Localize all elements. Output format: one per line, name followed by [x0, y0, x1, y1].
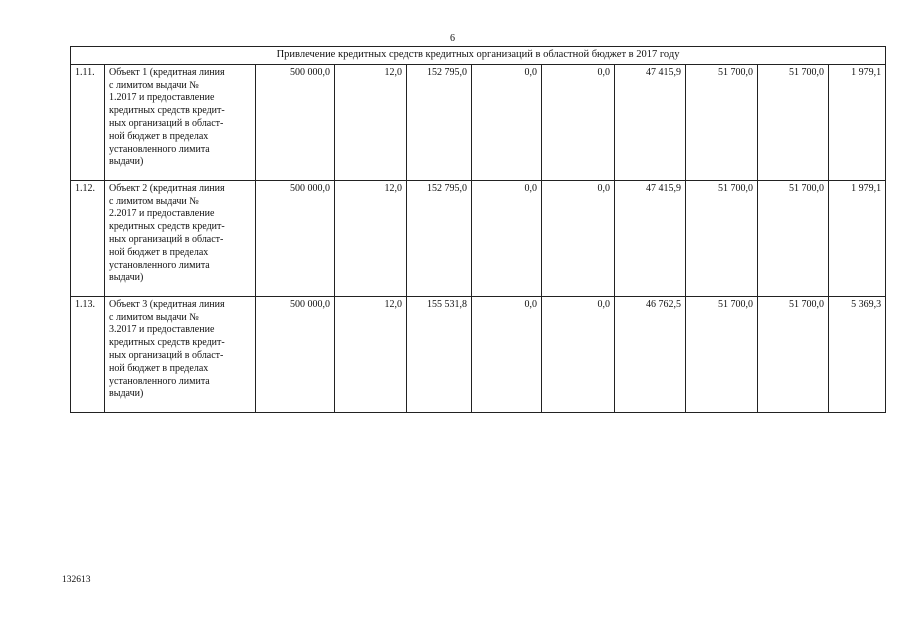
table-title-row [71, 47, 886, 65]
table-row [71, 64, 886, 180]
row-value-9: 5 369,3 [829, 296, 886, 412]
row-value-4: 0,0 [472, 296, 542, 412]
row-value-7: 51 700,0 [686, 296, 758, 412]
row-value-5: 0,0 [542, 64, 615, 180]
credit-table [70, 46, 886, 413]
document-code: 132613 [62, 575, 91, 585]
table-row [71, 180, 886, 296]
row-value-4: 0,0 [472, 180, 542, 296]
row-value-2: 12,0 [335, 64, 407, 180]
row-value-3: 155 531,8 [407, 296, 472, 412]
row-value-8: 51 700,0 [758, 180, 829, 296]
row-number: 1.13. [71, 296, 105, 412]
row-number: 1.11. [71, 64, 105, 180]
table-row [71, 296, 886, 412]
row-value-3: 152 795,0 [407, 180, 472, 296]
row-value-1: 500 000,0 [256, 296, 335, 412]
row-value-5: 0,0 [542, 296, 615, 412]
row-object-name: Объект 3 (кредитная линия с лимитом выдачи № 3.2017 и предоставление кредитных средств кредит- ных организаций в област- ной бюджет в пределах установленного лимита выдачи) [105, 296, 256, 412]
row-value-8: 51 700,0 [758, 64, 829, 180]
row-value-6: 47 415,9 [615, 64, 686, 180]
row-object-name: Объект 1 (кредитная линия с лимитом выдачи № 1.2017 и предоставление кредитных средств кредит- ных организаций в област- ной бюджет в пределах установленного лимита выдачи) [105, 64, 256, 180]
row-value-9: 1 979,1 [829, 64, 886, 180]
row-value-5: 0,0 [542, 180, 615, 296]
page-number: 6 [450, 33, 455, 44]
row-value-1: 500 000,0 [256, 180, 335, 296]
row-value-2: 12,0 [335, 180, 407, 296]
row-value-7: 51 700,0 [686, 180, 758, 296]
section-title: Привлечение кредитных средств кредитных организаций в областной бюджет в 2017 году [71, 47, 886, 65]
row-number: 1.12. [71, 180, 105, 296]
row-value-1: 500 000,0 [256, 64, 335, 180]
row-value-9: 1 979,1 [829, 180, 886, 296]
row-value-4: 0,0 [472, 64, 542, 180]
row-value-3: 152 795,0 [407, 64, 472, 180]
row-value-6: 46 762,5 [615, 296, 686, 412]
row-value-2: 12,0 [335, 296, 407, 412]
row-object-name: Объект 2 (кредитная линия с лимитом выдачи № 2.2017 и предоставление кредитных средств кредит- ных организаций в област- ной бюджет в пределах установленного лимита выдачи) [105, 180, 256, 296]
row-value-8: 51 700,0 [758, 296, 829, 412]
row-value-7: 51 700,0 [686, 64, 758, 180]
row-value-6: 47 415,9 [615, 180, 686, 296]
